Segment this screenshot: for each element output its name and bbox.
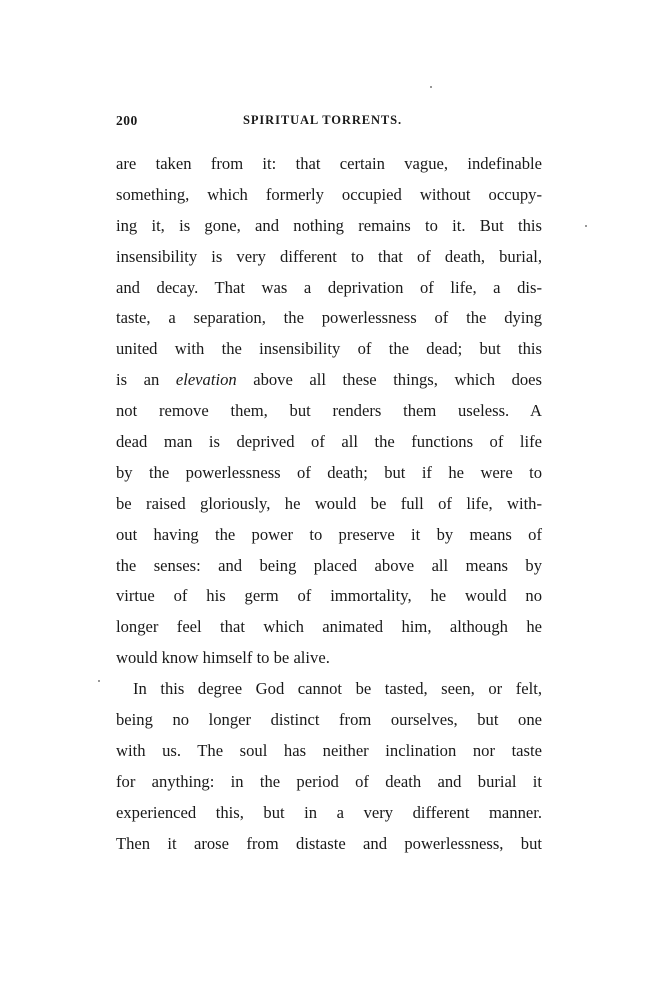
- text-line: In this degree God cannot be tasted, seen, or felt,: [133, 679, 542, 699]
- text-line: be raised gloriously, he would be full of life, with-: [116, 493, 542, 513]
- text-line: and decay. That was a deprivation of life, a dis-: [116, 277, 542, 297]
- scan-speck: [98, 680, 100, 682]
- running-title: SPIRITUAL TORRENTS.: [243, 113, 403, 127]
- text-line: being no longer distinct from ourselves, but one: [116, 710, 542, 730]
- text-run: is an: [116, 370, 176, 390]
- text-line: Then it arose from distaste and powerlessness, but: [116, 833, 542, 853]
- page-header: [116, 113, 546, 135]
- text-line: virtue of his germ of immortality, he would no: [116, 586, 542, 606]
- scan-speck: [430, 86, 432, 88]
- text-line: out having the power to preserve it by means of: [116, 524, 542, 544]
- text-line: for anything: in the period of death and burial it: [116, 771, 542, 791]
- page-number: 200: [116, 113, 138, 128]
- body-text: [116, 149, 542, 859]
- text-line: longer feel that which animated him, although he: [116, 617, 542, 637]
- text-line: the senses: and being placed above all means by: [116, 555, 542, 575]
- text-line: would know himself to be alive.: [116, 648, 330, 668]
- text-line: experienced this, but in a very different manner.: [116, 802, 542, 822]
- text-line: ing it, is gone, and nothing remains to it. But this: [116, 215, 542, 235]
- text-line: taste, a separation, the powerlessness of the dying: [116, 308, 542, 328]
- text-line: are taken from it: that certain vague, indefinable: [116, 154, 542, 173]
- text-run: above all these things, which does: [236, 370, 542, 390]
- scan-speck: [585, 225, 587, 227]
- text-line: by the powerlessness of death; but if he were to: [116, 462, 542, 482]
- text-line: united with the insensibility of the dead; but this: [116, 339, 542, 359]
- italic-word: elevation: [175, 370, 237, 390]
- text-line-with-italic: [116, 365, 542, 396]
- text-line: insensibility is very different to that of death, burial,: [116, 246, 542, 266]
- text-line: with us. The soul has neither inclination nor taste: [116, 740, 542, 760]
- text-line: not remove them, but renders them useless. A: [116, 401, 542, 421]
- text-line: dead man is deprived of all the functions of life: [116, 432, 542, 452]
- text-line: something, which formerly occupied without occupy-: [116, 184, 542, 204]
